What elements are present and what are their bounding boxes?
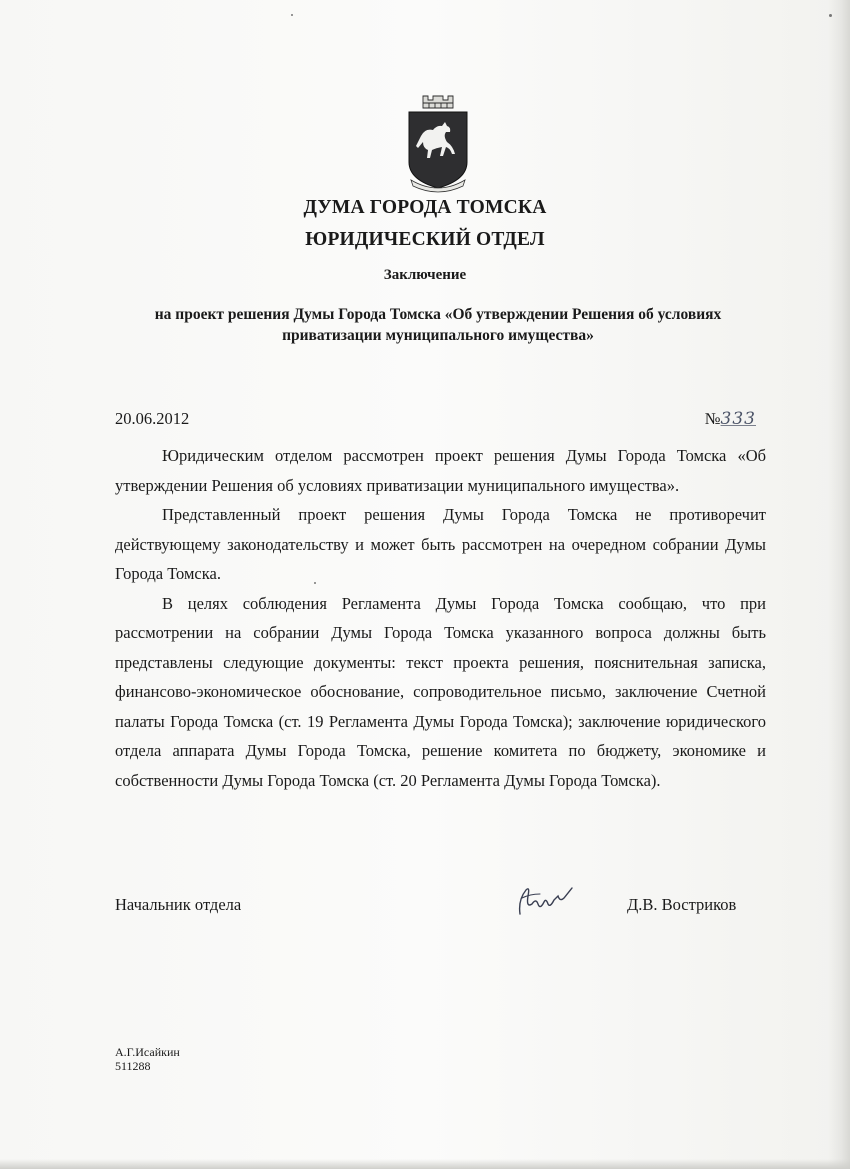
number-prefix: №	[704, 409, 721, 428]
document-type: Заключение	[383, 267, 467, 283]
scan-speck	[829, 14, 832, 17]
document-number	[705, 409, 756, 429]
body-paragraph: Представленный проект решения Думы Города Томска не противоречит действующему законодательству и может быть рассмотрен на очередном собрании Думы Города Томска.	[115, 505, 766, 583]
body-paragraph: Юридическим отделом рассмотрен проект решения Думы Города Томска «Об утверждении Решения об условиях приватизации муниципального имущества».	[115, 446, 766, 495]
signatory-title: Начальник отдела	[115, 895, 242, 914]
document-body	[115, 441, 766, 795]
scan-edge-shadow	[828, 0, 850, 1169]
executor-info	[115, 1045, 180, 1073]
org-title: ДУМА ГОРОДА ТОМСКА	[303, 197, 547, 218]
executor-phone: 511288	[115, 1059, 151, 1073]
document-date: 20.06.2012	[115, 409, 190, 428]
scan-bottom-shadow	[0, 1159, 850, 1169]
signatory-name: Д.В. Востриков	[627, 895, 737, 914]
document-subject: на проект решения Думы Города Томска «Об утверждении Решения об условиях приватизации муниципального имущества»	[154, 306, 722, 344]
handwritten-number: 333	[720, 409, 756, 429]
tomsk-coat-of-arms-icon	[403, 92, 473, 197]
handwritten-signature	[512, 880, 590, 920]
executor-name: А.Г.Исайкин	[115, 1045, 180, 1059]
body-paragraph: В целях соблюдения Регламента Думы Города Томска сообщаю, что при рассмотрении на собрании Думы Города Томска указанного вопроса должны быть представлены следующие документы: текст проекта решения, пояснительная записка, финансово-экономическое обоснование, сопроводительное письмо, заключение Счетной палаты Города Томска (ст. 19 Регламента Думы Города Томска); заключение юридического отдела аппарата Думы Города Томска, решение комитета по бюджету, экономике и собственности Думы Города Томска (ст. 20 Регламента Думы Города Томска).	[115, 593, 766, 790]
scan-speck	[291, 14, 293, 16]
department-title: ЮРИДИЧЕСКИЙ ОТДЕЛ	[305, 229, 545, 250]
